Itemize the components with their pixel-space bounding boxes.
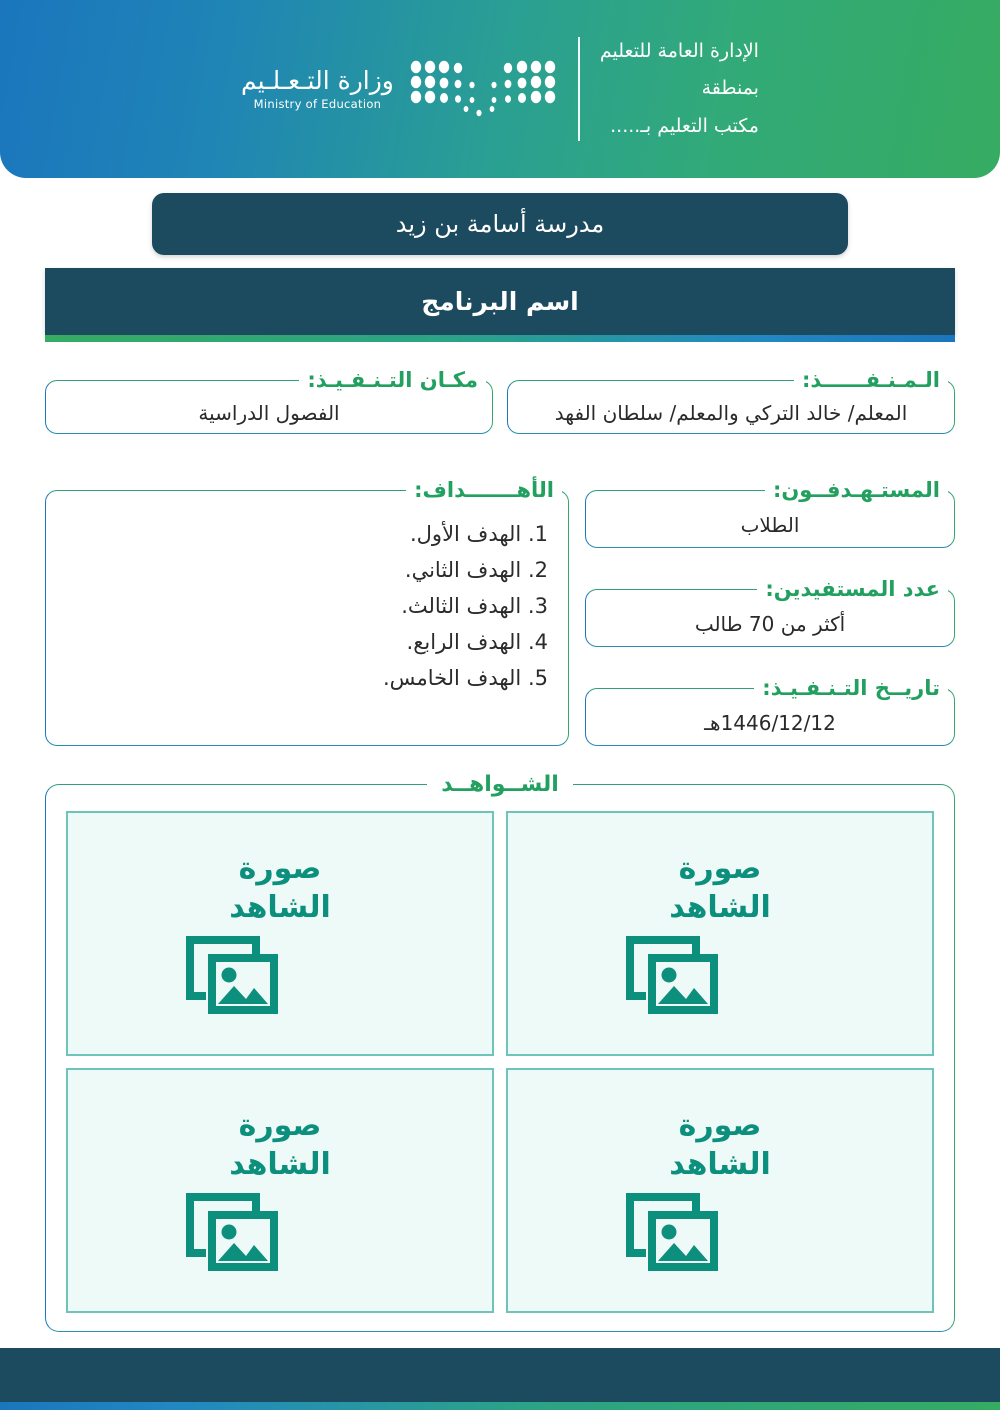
moe-wordmark	[241, 67, 394, 112]
evidence-placeholder-line1: صورة	[678, 1107, 762, 1143]
evidence-placeholder-line2: الشاهد	[669, 1146, 771, 1182]
evidence-placeholder-line2: الشاهد	[229, 1146, 331, 1182]
field-beneficiaries-count	[585, 577, 955, 647]
ministry-name-english: Ministry of Education	[253, 97, 382, 112]
evidence-placeholder-line1: صورة	[238, 1107, 322, 1143]
school-name-text: مدرسة أسامة بن زيد	[395, 210, 605, 238]
palm-dots-emblem-icon	[408, 57, 558, 121]
evidence-placeholder-line2: الشاهد	[229, 889, 331, 925]
goal-item[interactable]: 3. الهدف الثالث.	[401, 594, 548, 619]
goal-item[interactable]: 1. الهدف الأول.	[410, 522, 548, 546]
photo-stack-icon	[624, 1191, 720, 1273]
field-execution-date	[585, 676, 955, 746]
field-place	[45, 368, 493, 434]
evidence-photo-placeholder[interactable]	[66, 1068, 494, 1313]
field-place-value[interactable]: الفصول الدراسية	[198, 400, 340, 425]
program-name-banner	[45, 268, 955, 335]
field-goals	[45, 478, 569, 746]
evidence-placeholder-line1: صورة	[238, 850, 322, 886]
admin-line-2: بمنطقة	[701, 77, 759, 100]
field-executor-label: الـمـنـفــــــذ:	[802, 368, 940, 392]
field-executor-value[interactable]: المعلم/ خالد التركي والمعلم/ سلطان الفهد	[554, 400, 908, 425]
goal-item[interactable]: 2. الهدف الثاني.	[404, 558, 548, 583]
admin-line-1: الإدارة العامة للتعليم	[599, 40, 759, 63]
field-place-label: مكـان التـنـفـيـذ:	[307, 368, 478, 392]
field-beneficiaries-count-label: عدد المستفيدين:	[765, 577, 940, 601]
evidence-placeholder-line2: الشاهد	[669, 889, 771, 925]
photo-stack-icon	[184, 934, 280, 1016]
goals-list	[46, 502, 568, 707]
education-administration-block	[600, 33, 759, 144]
photo-stack-icon	[624, 934, 720, 1016]
field-execution-date-label: تاريــخ التـنـفـيـذ:	[762, 676, 940, 700]
field-goals-label: الأهـــــــداف:	[414, 478, 554, 502]
evidence-section-label: الشــواهــد	[441, 772, 559, 797]
photo-stack-icon	[184, 1191, 280, 1273]
school-name-banner	[152, 193, 848, 255]
ministry-name-arabic: وزارة التـعـلـيم	[241, 65, 394, 95]
field-execution-date-value[interactable]: 1446/12/12هـ	[704, 710, 836, 735]
field-beneficiaries-count-value[interactable]: أكثر من 70 طالب	[694, 611, 846, 636]
ministry-of-education-logo	[241, 57, 558, 121]
footer-gradient-strip	[0, 1402, 1000, 1410]
goal-item[interactable]: 4. الهدف الرابع.	[406, 630, 548, 655]
field-target-audience	[585, 478, 955, 548]
field-target-audience-value[interactable]: الطلاب	[740, 512, 800, 537]
evidence-placeholder-line1: صورة	[678, 850, 762, 886]
program-name-underline	[45, 335, 955, 342]
admin-line-3: مكتب التعليم بـ.....	[610, 114, 759, 137]
field-executor	[507, 368, 955, 434]
evidence-cards-grid	[46, 797, 954, 1331]
evidence-photo-placeholder[interactable]	[506, 1068, 934, 1313]
header-content	[0, 0, 1000, 178]
evidence-photo-placeholder[interactable]	[66, 811, 494, 1056]
moe-emblem	[408, 57, 558, 121]
field-target-audience-label: المستـهـدفــون:	[772, 478, 940, 502]
goal-item[interactable]: 5. الهدف الخامس.	[383, 666, 548, 691]
program-name-text: اسم البرنامج	[421, 287, 579, 316]
footer-bar	[0, 1348, 1000, 1402]
evidence-photo-placeholder[interactable]	[506, 811, 934, 1056]
evidence-section	[45, 772, 955, 1332]
header-banner	[0, 0, 1000, 178]
logo-divider	[578, 37, 580, 141]
